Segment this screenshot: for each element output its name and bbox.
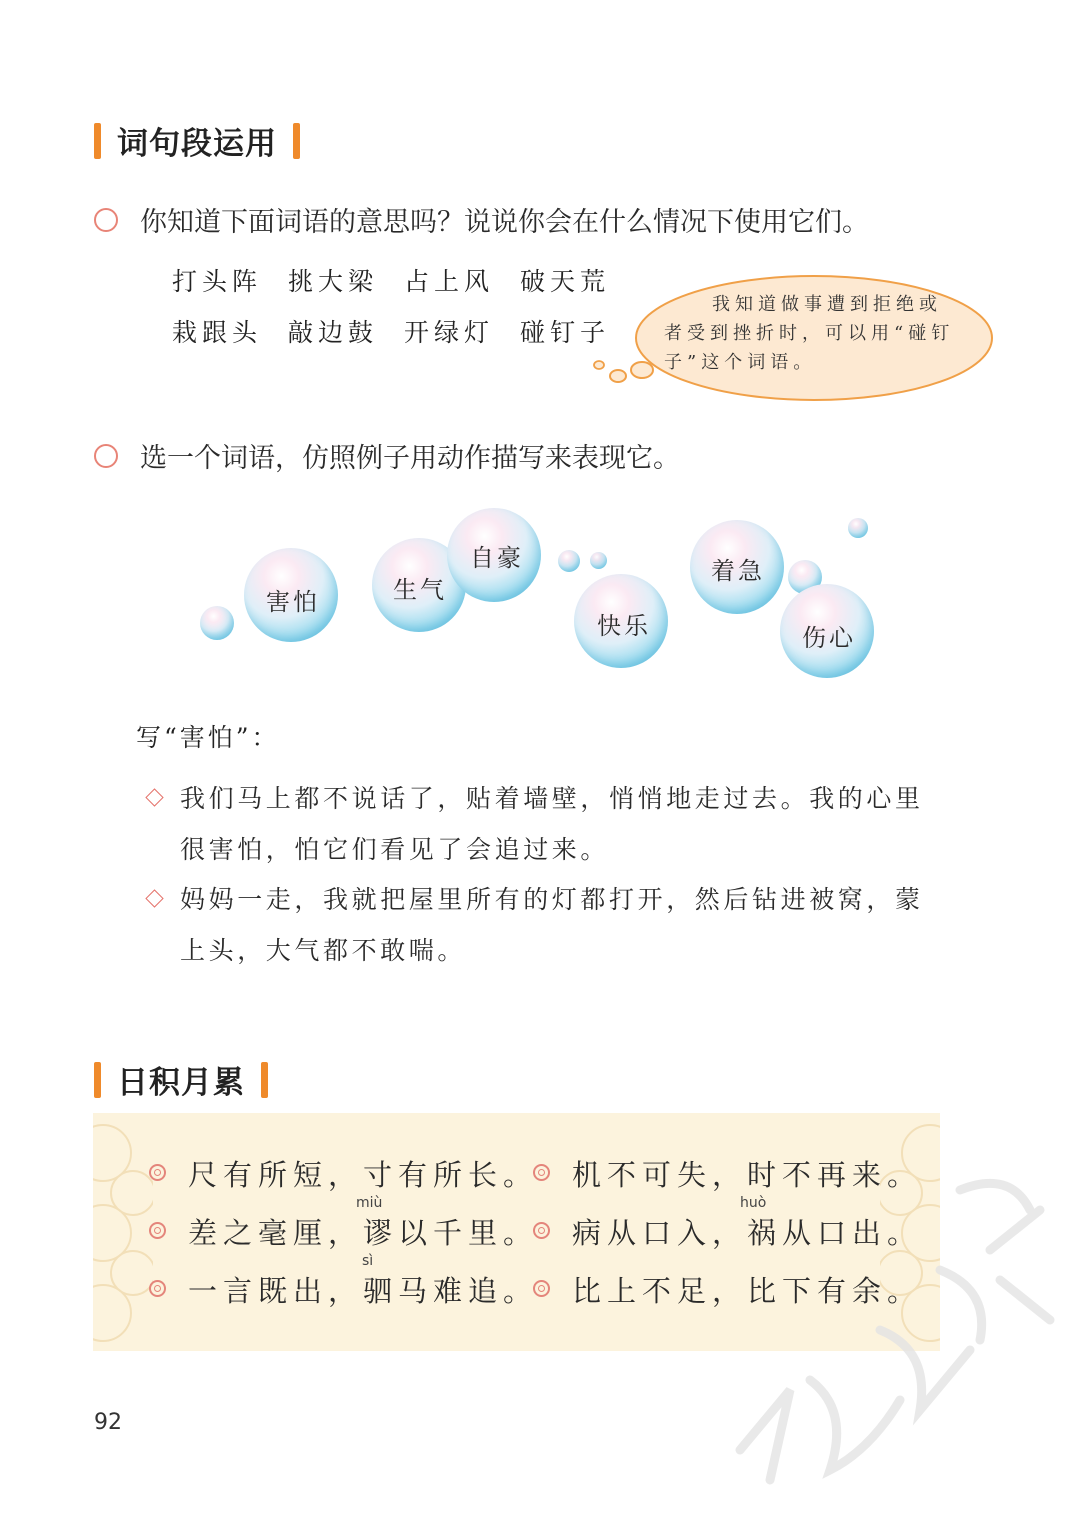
circle-bullet-icon (94, 208, 118, 232)
word-item: 碰钉子 (520, 318, 611, 347)
bubble-label: 伤心 (802, 624, 856, 652)
bubble-label: 自豪 (470, 544, 524, 572)
double-circle-bullet-icon (149, 1164, 166, 1181)
double-circle-bullet-icon (149, 1280, 166, 1297)
double-circle-bullet-icon (149, 1222, 166, 1239)
small-bubble-icon (848, 518, 868, 538)
bubble-label: 生气 (393, 576, 447, 604)
pinyin-annotation: miù (356, 1195, 383, 1211)
diamond-bullet-icon (145, 889, 163, 907)
word-item: 开绿灯 (404, 318, 495, 347)
example-1-line-1: 我们马上都不说话了，贴着墙壁，悄悄地走过去。我的心里 (180, 784, 924, 813)
section-title: 日积月累 (117, 1065, 245, 1101)
section-accent-bar (94, 1062, 101, 1098)
word-item: 破天荒 (520, 267, 611, 296)
double-circle-bullet-icon (533, 1164, 550, 1181)
diamond-bullet-icon (145, 788, 163, 806)
section-header-ri-ji-yue-lei (94, 1057, 268, 1102)
small-bubble-icon (590, 552, 607, 569)
speech-bubble-text: 我知道做事遭到拒绝或者受到挫折时，可以用“碰钉子”这个词语。 (664, 294, 955, 373)
section-title: 词句段运用 (117, 126, 277, 162)
section-accent-bar (261, 1062, 268, 1098)
example-1-line-2: 很害怕，怕它们看见了会追过来。 (180, 835, 610, 864)
example-label: 写“害怕”： (136, 723, 280, 752)
idiom-item: 比上不足，比下有余。 (572, 1274, 923, 1308)
section-header-ci-ju-duan (94, 118, 300, 163)
idiom-item: 一言既出，驷马难追。 (188, 1274, 539, 1308)
idiom-item: 差之毫厘，谬以千里。 (188, 1216, 539, 1250)
word-item: 栽跟头 (172, 318, 263, 347)
section-accent-bar (293, 123, 300, 159)
idiom-item: 尺有所短，寸有所长。 (188, 1158, 539, 1192)
pinyin-annotation: huò (740, 1195, 767, 1211)
page-number: 92 (94, 1410, 122, 1435)
double-circle-bullet-icon (533, 1222, 550, 1239)
double-circle-bullet-icon (533, 1280, 550, 1297)
question-2-text: 选一个词语，仿照例子用动作描写来表现它。 (140, 443, 680, 474)
word-item: 挑大梁 (288, 267, 379, 296)
word-item: 敲边鼓 (288, 318, 379, 347)
bubble-label: 着急 (711, 557, 765, 585)
word-item: 打头阵 (172, 267, 263, 296)
circle-bullet-icon (94, 444, 118, 468)
panel-pattern-left-icon (93, 1113, 153, 1351)
pinyin-annotation: sì (362, 1253, 374, 1269)
watermark-icon (730, 1150, 1070, 1500)
section-accent-bar (94, 123, 101, 159)
idiom-item: 病从口入，祸从口出。 (572, 1216, 923, 1250)
bubble-label: 快乐 (597, 612, 651, 640)
word-item: 占上风 (404, 267, 495, 296)
question-2 (94, 436, 680, 475)
idiom-item: 机不可失，时不再来。 (572, 1158, 923, 1192)
example-2-line-2: 上头，大气都不敢喘。 (180, 936, 467, 965)
question-1-text: 你知道下面词语的意思吗？说说你会在什么情况下使用它们。 (140, 207, 869, 238)
small-bubble-icon (558, 550, 580, 572)
example-2-line-1: 妈妈一走，我就把屋里所有的灯都打开，然后钻进被窝，蒙 (180, 885, 924, 914)
thought-dots-icon (590, 356, 660, 386)
question-1 (94, 200, 869, 239)
small-bubble-icon (200, 606, 234, 640)
bubble-label: 害怕 (266, 588, 320, 616)
